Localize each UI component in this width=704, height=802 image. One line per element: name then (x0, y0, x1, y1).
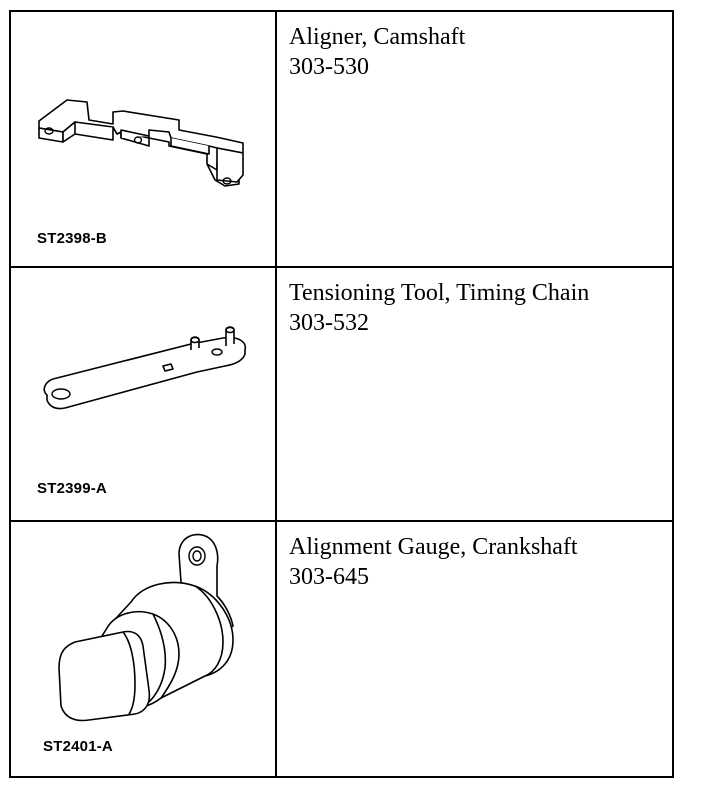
tool-row (10, 11, 673, 267)
tool-name: Aligner, Camshaft (289, 24, 466, 50)
figure-code: ST2399-A (37, 480, 107, 497)
special-tools-table (9, 10, 674, 778)
description-cell (276, 267, 673, 521)
description-cell (276, 521, 673, 777)
tool-row (10, 267, 673, 521)
tool-number: 303-532 (289, 310, 369, 336)
illustration-cell (10, 521, 276, 777)
illustration-cell (10, 267, 276, 521)
camshaft-aligner-icon (11, 12, 275, 266)
illustration-cell (10, 11, 276, 267)
figure-code: ST2401-A (43, 738, 113, 755)
tool-number: 303-530 (289, 54, 369, 80)
tool-number: 303-645 (289, 564, 369, 590)
description-cell (276, 11, 673, 267)
tool-name: Alignment Gauge, Crankshaft (289, 534, 578, 560)
tool-name: Tensioning Tool, Timing Chain (289, 280, 590, 306)
tool-row (10, 521, 673, 777)
figure-code: ST2398-B (37, 230, 107, 247)
